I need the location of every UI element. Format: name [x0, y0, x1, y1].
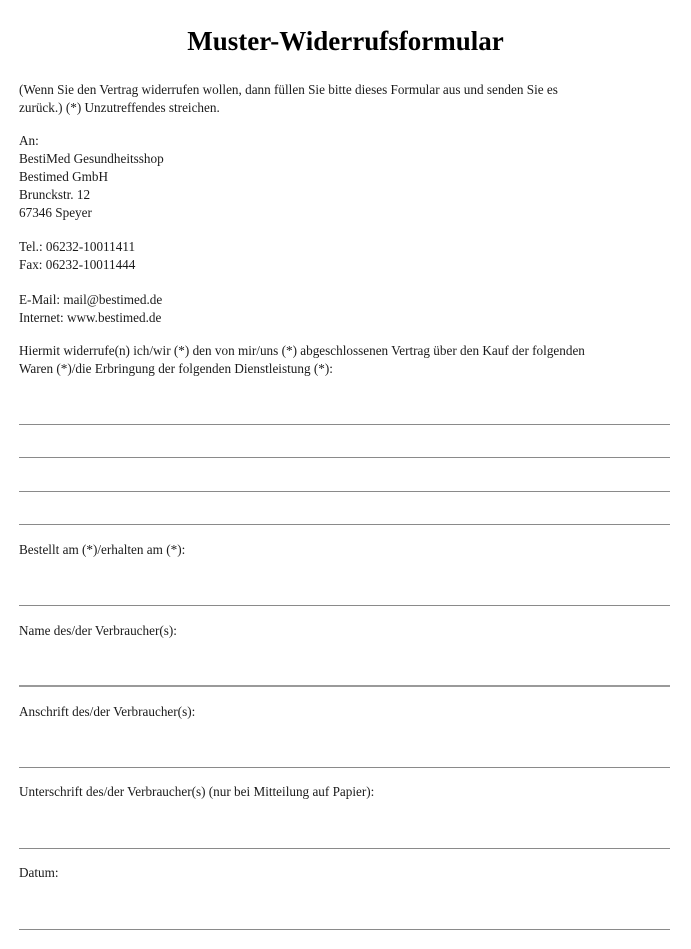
intro-line-1: (Wenn Sie den Vertrag widerrufen wollen, dann füllen Sie bitte dieses Formular aus und senden Sie es	[19, 82, 558, 97]
recipient-street: Brunckstr. 12	[19, 187, 91, 202]
recipient-city: 67346 Speyer	[19, 205, 92, 220]
date-label: Datum:	[19, 865, 59, 880]
goods-entry-line-1[interactable]	[19, 424, 670, 425]
consumer-signature-entry-line[interactable]	[19, 848, 670, 849]
goods-entry-line-3[interactable]	[19, 491, 670, 492]
declaration-line-1: Hiermit widerrufe(n) ich/wir (*) den von mir/uns (*) abgeschlossenen Vertrag über den Kauf der folgenden	[19, 343, 585, 358]
recipient-label: An:	[19, 133, 39, 148]
date-entry-line[interactable]	[19, 929, 670, 930]
recipient-company: BestiMed Gesundheitsshop	[19, 151, 164, 166]
consumer-name-entry-line[interactable]	[19, 685, 670, 687]
consumer-address-label: Anschrift des/der Verbraucher(s):	[19, 704, 196, 719]
contact-fax: Fax: 06232-10011444	[19, 257, 136, 272]
goods-entry-line-2[interactable]	[19, 457, 670, 458]
ordered-received-label: Bestellt am (*)/erhalten am (*):	[19, 542, 186, 557]
goods-entry-line-4[interactable]	[19, 524, 670, 525]
declaration-line-2: Waren (*)/die Erbringung der folgenden Dienstleistung (*):	[19, 361, 333, 376]
consumer-signature-label: Unterschrift des/der Verbraucher(s) (nur bei Mitteilung auf Papier):	[19, 784, 375, 799]
contact-tel: Tel.: 06232-10011411	[19, 239, 136, 254]
contact-internet: Internet: www.bestimed.de	[19, 310, 162, 325]
consumer-name-label: Name des/der Verbraucher(s):	[19, 623, 177, 638]
contact-email: E-Mail: mail@bestimed.de	[19, 292, 163, 307]
intro-line-2: zurück.) (*) Unzutreffendes streichen.	[19, 100, 220, 115]
recipient-company-legal: Bestimed GmbH	[19, 169, 109, 184]
consumer-address-entry-line[interactable]	[19, 767, 670, 768]
page-title: Muster-Widerrufsformular	[187, 26, 504, 56]
ordered-received-entry-line[interactable]	[19, 605, 670, 606]
